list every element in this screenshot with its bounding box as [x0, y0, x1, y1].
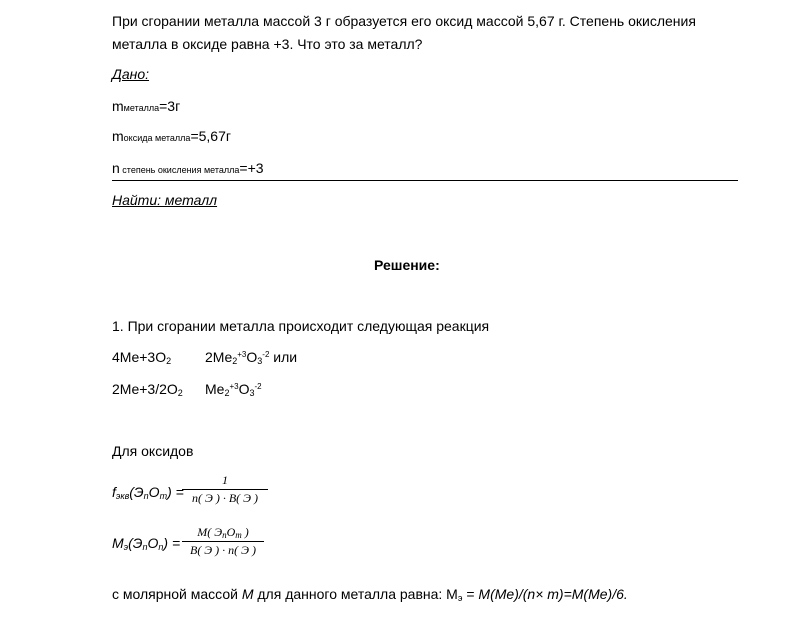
subscript: э	[123, 542, 129, 552]
text: для данного металла равна: M	[253, 586, 458, 602]
superscript: -2	[254, 382, 262, 391]
superscript: -2	[262, 350, 270, 359]
subscript: оксида металла	[123, 133, 191, 143]
formula: O	[148, 484, 160, 500]
subscript: экв	[115, 491, 130, 501]
denominator: n( Э ) · B( Э )	[191, 491, 259, 505]
solution-header: Решение:	[374, 257, 440, 273]
subscript: m	[235, 530, 242, 540]
superscript: +3	[229, 382, 239, 391]
fraction-bar	[182, 541, 264, 542]
symbol: f	[112, 484, 116, 500]
symbol: M	[241, 586, 254, 602]
subscript: n	[142, 542, 148, 552]
value: =+3	[239, 160, 264, 176]
given-header: Дано:	[112, 66, 150, 82]
equals: ) =	[163, 535, 181, 551]
subscript: степень окисления металла	[119, 165, 240, 175]
value: =3г	[159, 98, 181, 114]
subscript: 3	[257, 356, 263, 366]
subscript: n	[143, 491, 149, 501]
fraction-bar	[182, 489, 268, 490]
subscript: n	[158, 542, 164, 552]
formula: 2Me	[205, 349, 233, 365]
suffix: или	[269, 349, 298, 365]
formula: (Э	[129, 484, 144, 500]
formula: O	[226, 525, 236, 539]
oxides-label: Для оксидов	[112, 443, 194, 459]
subscript: 2	[232, 356, 238, 366]
subscript: 2	[166, 356, 172, 366]
subscript: металла	[123, 103, 160, 113]
formula: O	[246, 349, 258, 365]
molar-mass-line	[112, 586, 628, 603]
given-metal-mass	[112, 98, 180, 114]
formula: Me	[205, 381, 225, 397]
equals: ) =	[167, 484, 184, 500]
equals: =	[462, 586, 479, 602]
divider-line	[112, 180, 738, 181]
reaction-1-right	[205, 349, 297, 366]
symbol: m	[112, 128, 124, 144]
subscript: 3	[249, 388, 255, 398]
value: =5,67г	[190, 128, 231, 144]
step-1-text: 1. При сгорании металла происходит следующая реакция	[112, 318, 490, 334]
find-line: Найти: металл	[112, 192, 218, 208]
f-eq-fraction	[182, 473, 268, 506]
f-eq-lhs	[112, 484, 184, 501]
denominator: B( Э ) · n( Э )	[189, 543, 257, 557]
m-eq-fraction	[182, 525, 264, 558]
subscript: n	[222, 530, 227, 540]
formula: (Э	[128, 535, 143, 551]
symbol: m	[112, 98, 124, 114]
subscript: m	[159, 491, 168, 501]
reaction-2-left	[112, 381, 183, 398]
formula: 4Me+3O	[112, 349, 167, 365]
subscript: 2	[177, 388, 183, 398]
formula: M( Э	[197, 525, 223, 539]
formula: O	[147, 535, 159, 551]
numerator: 1	[222, 473, 228, 487]
formula: 2Me+3/2O	[112, 381, 178, 397]
reaction-1-left	[112, 349, 171, 366]
formula: M(Me)/(n× m)=M(Me)/6.	[478, 586, 628, 602]
superscript: +3	[237, 350, 247, 359]
formula: O	[238, 381, 250, 397]
formula: )	[241, 525, 249, 539]
given-oxidation-state	[112, 160, 264, 176]
problem-statement: При сгорании металла массой 3 г образуется его оксид массой 5,67 г. Степень окисления металла в оксиде равна +3. Что это за металл?	[112, 13, 696, 52]
given-oxide-mass	[112, 128, 231, 144]
symbol: M	[112, 535, 124, 551]
reaction-2-right	[205, 381, 262, 398]
subscript: 2	[224, 388, 230, 398]
numerator	[182, 525, 264, 540]
subscript: э	[457, 593, 463, 603]
m-eq-lhs	[112, 535, 180, 552]
symbol: n	[112, 160, 120, 176]
text: с молярной массой	[112, 586, 242, 602]
